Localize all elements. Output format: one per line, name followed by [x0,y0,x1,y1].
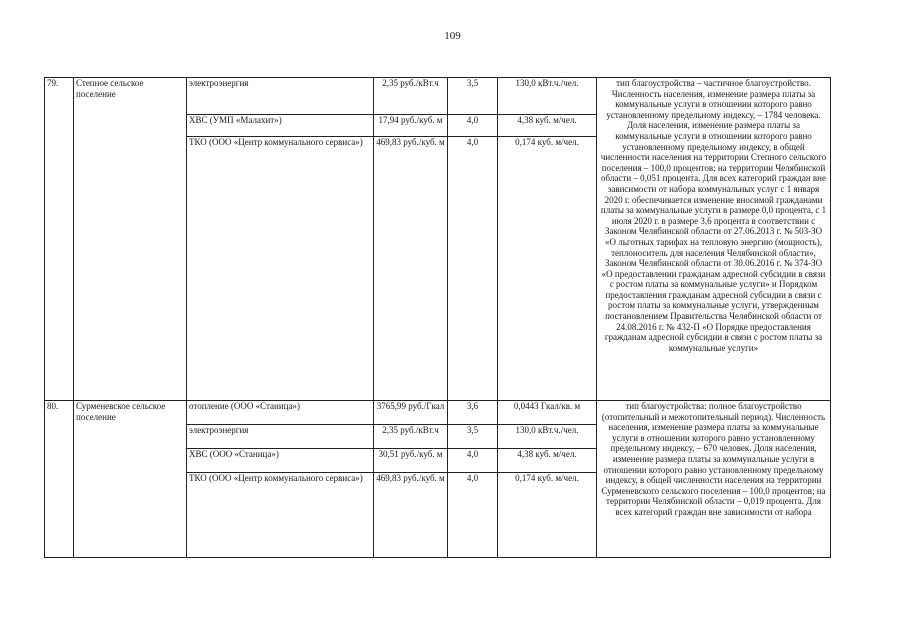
table-row-80 [45,401,831,425]
service-tariff: 2,35 руб./кВт.ч [374,425,448,449]
service-tariff: 3765,99 руб./Гкал [374,401,448,425]
service-tariff: 2,35 руб./кВт.ч [374,78,448,115]
service-name: отопление (ООО «Станица») [187,401,374,425]
service-tariff: 469,83 руб./куб. м [374,473,448,558]
service-norm: 0,0443 Гкал/кв. м [498,401,597,425]
service-tariff: 30,51 руб./куб. м [374,449,448,473]
service-name: электроэнергия [187,78,374,115]
service-norm: 130,0 кВт.ч./чел. [498,425,597,449]
settlement-name: Степное сельское поселение [74,78,187,401]
service-norm: 130,0 кВт.ч./чел. [498,78,597,115]
row-number: 79. [45,78,74,401]
service-index: 4,0 [448,473,498,558]
table-row-79 [45,78,831,115]
service-name: ТКО (ООО «Центр коммунального сервиса») [187,137,374,401]
row-description: тип благоустройства: полное благоустройство (отопительный и межотопительный период). Численность населения, изменение размера платы за коммунальные услуги в отношении которого равно установленному предельному индексу, – 670 человек. Доля населения, изменение размера платы за коммунальные услуги в отношении которого равно установленному предельному индексу, в общей численности населения на территории Сурменевского сельского поселения – 100,0 процентов; на территории Челябинской области – 0,019 процента. Для всех категорий граждан вне зависимости от набора [597,401,831,558]
service-norm: 0,174 куб. м/чел. [498,473,597,558]
service-index: 3,5 [448,78,498,115]
service-norm: 0,174 куб. м/чел. [498,137,597,401]
service-index: 3,5 [448,425,498,449]
service-index: 4,0 [448,115,498,137]
service-index: 4,0 [448,449,498,473]
row-number: 80. [45,401,74,558]
service-index: 3,6 [448,401,498,425]
service-name: электроэнергия [187,425,374,449]
service-name: ХВС (УМП «Малахит») [187,115,374,137]
settlement-name: Сурменевское сельское поселение [74,401,187,558]
service-norm: 4,38 куб. м/чел. [498,115,597,137]
page-number: 109 [444,30,461,42]
service-tariff: 17,94 руб./куб. м [374,115,448,137]
service-tariff: 469,83 руб./куб. м [374,137,448,401]
service-name: ХВС (ООО «Станица») [187,449,374,473]
service-index: 4,0 [448,137,498,401]
service-name: ТКО (ООО «Центр коммунального сервиса») [187,473,374,558]
tariff-table [44,77,831,558]
row-description: тип благоустройства – частичное благоустройство. Численность населения, изменение размера платы за коммунальные услуги в отношении которого равно установленному предельному индексу, – 1784 человека. Доля населения, изменение размера платы за коммунальные услуги в отношении которого равно установленному предельному индексу, в общей численности населения на территории Степного сельского поселения – 100,0 процентов; на территории Челябинской области – 0,051 процента. Для всех категорий граждан вне зависимости от набора коммунальных услуг с 1 января 2020 г. обеспечивается изменение вносимой гражданами платы за коммунальные услуги в размере 0,0 процента, с 1 июля 2020 г. в размере 3,6 процента в соответствии с Законом Челябинской области от 27.06.2013 г. № 503-ЗО «О льготных тарифах на тепловую энергию (мощность), теплоноситель для населения Челябинской области», Законом Челябинской области от 30.06.2016 г. № 374-ЗО «О предоставлении гражданам адресной субсидии в связи с ростом платы за коммунальные услуги» и Порядком предоставления гражданам адресной субсидии в связи с ростом платы за коммунальные услуги, утвержденным постановлением Правительства Челябинской области от 24.08.2016 г. № 432-П «О Порядке предоставления гражданам адресной субсидии в связи с ростом платы за коммунальные услуги» [597,78,831,401]
service-norm: 4,38 куб. м/чел. [498,449,597,473]
